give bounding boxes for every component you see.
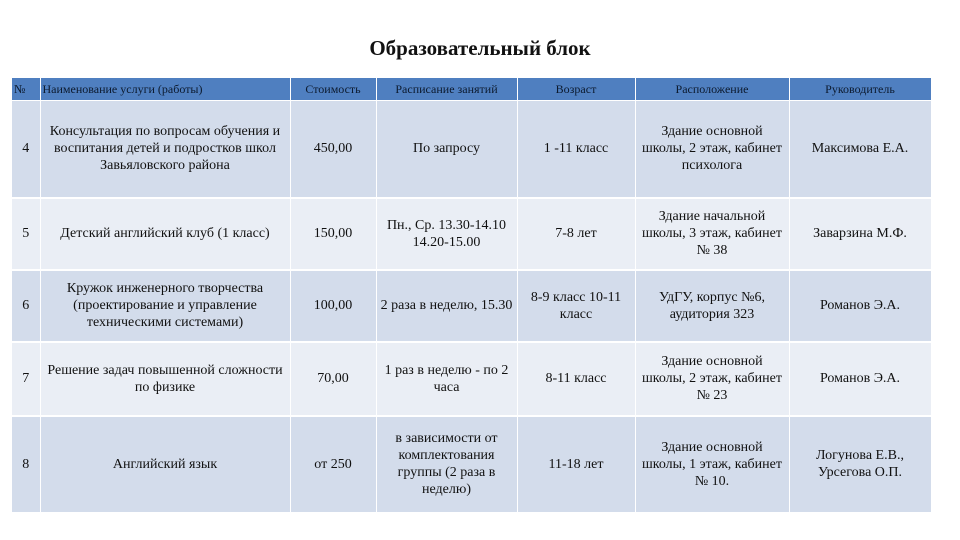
service-location: УдГУ, корпус №6, аудитория 323 (635, 270, 789, 342)
header-cost: Стоимость (290, 78, 376, 101)
service-cost: 70,00 (290, 342, 376, 416)
service-age: 8-11 класс (517, 342, 635, 416)
header-num: № (12, 78, 40, 101)
header-age: Возраст (517, 78, 635, 101)
row-num: 7 (12, 342, 40, 416)
service-head: Заварзина М.Ф. (789, 198, 931, 270)
header-head: Руководитель (789, 78, 931, 101)
table-row (12, 198, 931, 270)
service-location: Здание основной школы, 1 этаж, кабинет № 10. (635, 416, 789, 513)
service-age: 7-8 лет (517, 198, 635, 270)
service-schedule: По запросу (376, 101, 517, 198)
service-name: Кружок инженерного творчества (проектирование и управление техническими системами) (40, 270, 290, 342)
table-row (12, 101, 931, 198)
service-name: Решение задач повышенной сложности по физике (40, 342, 290, 416)
row-num: 5 (12, 198, 40, 270)
table-row (12, 416, 931, 513)
service-schedule: 2 раза в неделю, 15.30 (376, 270, 517, 342)
header-schedule: Расписание занятий (376, 78, 517, 101)
table-row (12, 342, 931, 416)
page-title: Образовательный блок (369, 36, 591, 60)
service-schedule: в зависимости от комплектования группы (2 раза в неделю) (376, 416, 517, 513)
service-head: Логунова Е.В., Урсегова О.П. (789, 416, 931, 513)
service-name: Детский английский клуб (1 класс) (40, 198, 290, 270)
service-head: Максимова Е.А. (789, 101, 931, 198)
service-head: Романов Э.А. (789, 270, 931, 342)
service-schedule: Пн., Ср. 13.30-14.10 14.20-15.00 (376, 198, 517, 270)
service-cost: 100,00 (290, 270, 376, 342)
row-num: 8 (12, 416, 40, 513)
services-table (12, 78, 932, 514)
service-head: Романов Э.А. (789, 342, 931, 416)
service-location: Здание основной школы, 2 этаж, кабинет психолога (635, 101, 789, 198)
service-age: 11-18 лет (517, 416, 635, 513)
header-location: Расположение (635, 78, 789, 101)
table-header-row (12, 78, 931, 101)
service-cost: 150,00 (290, 198, 376, 270)
service-location: Здание основной школы, 2 этаж, кабинет № 23 (635, 342, 789, 416)
service-schedule: 1 раз в неделю - по 2 часа (376, 342, 517, 416)
table-row (12, 270, 931, 342)
row-num: 6 (12, 270, 40, 342)
service-location: Здание начальной школы, 3 этаж, кабинет № 38 (635, 198, 789, 270)
header-name: Наименование услуги (работы) (40, 78, 290, 101)
service-name: Консультация по вопросам обучения и воспитания детей и подростков школ Завьяловского района (40, 101, 290, 198)
service-age: 8-9 класс 10-11 класс (517, 270, 635, 342)
row-num: 4 (12, 101, 40, 198)
service-cost: от 250 (290, 416, 376, 513)
service-cost: 450,00 (290, 101, 376, 198)
service-name: Английский язык (40, 416, 290, 513)
service-age: 1 -11 класс (517, 101, 635, 198)
